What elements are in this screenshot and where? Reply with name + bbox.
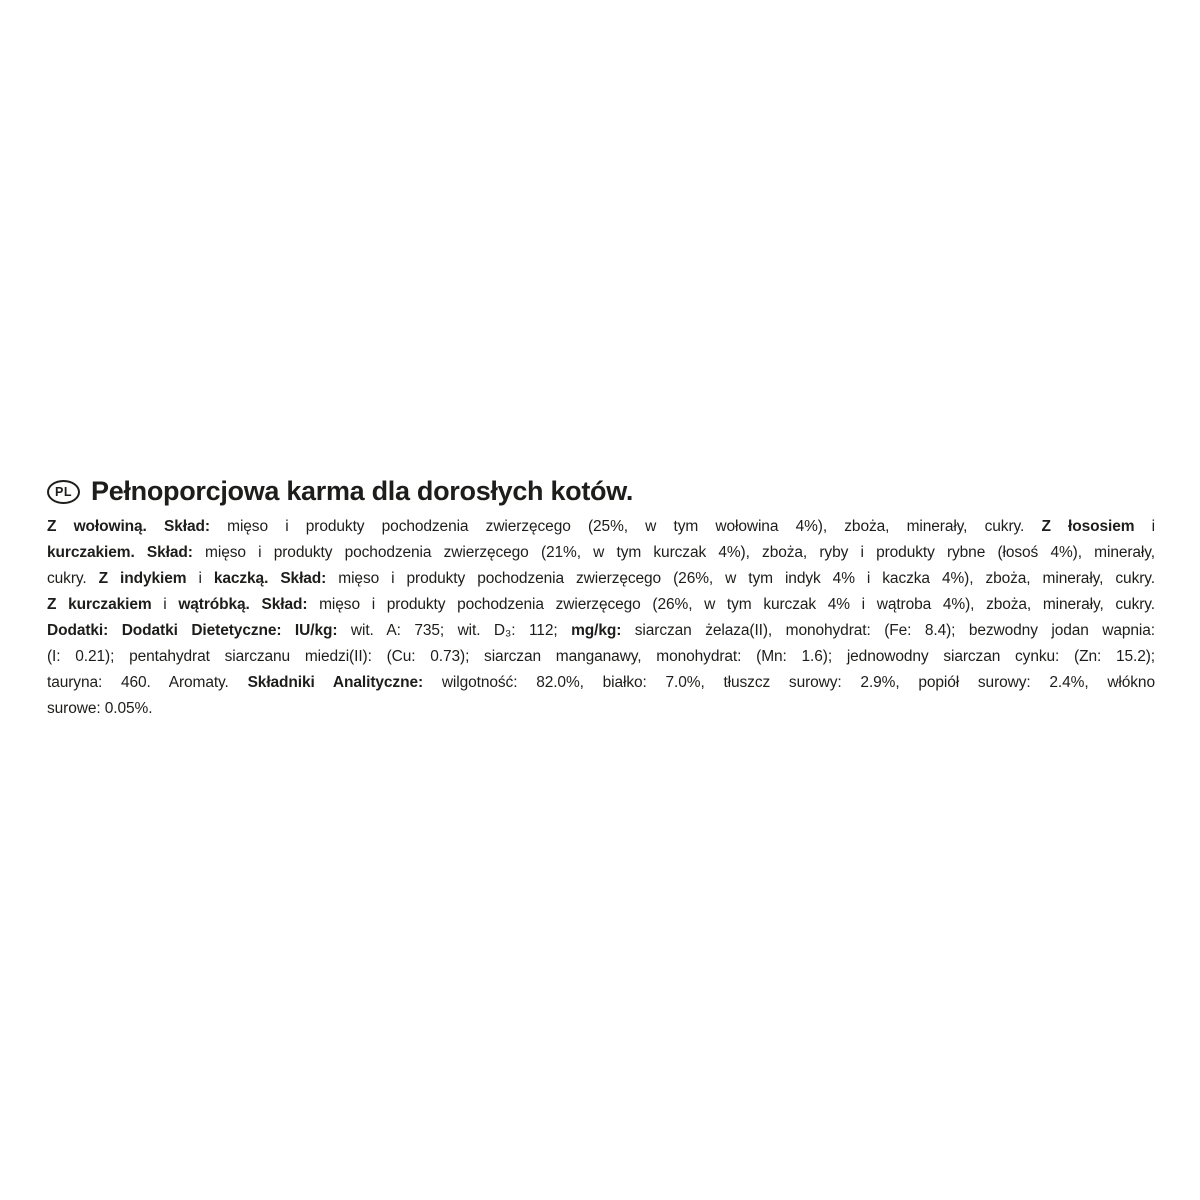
label-panel — [47, 476, 1155, 722]
label-line — [47, 592, 1155, 618]
label-segment: i — [186, 570, 214, 587]
label-segment: i — [151, 596, 179, 613]
label-segment: wit. A: 735; wit. D₃: 112; — [337, 622, 572, 639]
label-segment: surowe: 0.05%. — [47, 700, 153, 717]
label-segment: mięso i produkty pochodzenia zwierzęcego (26%, w tym kurczak 4% i wątroba 4%), zboża, minerały, cukry. — [307, 596, 1155, 613]
ingredients-text — [47, 514, 1155, 722]
label-segment: mięso i produkty pochodzenia zwierzęcego (25%, w tym wołowina 4%), zboża, minerały, cukry. — [209, 518, 1042, 535]
label-segment-bold: kaczką. Skład: — [213, 570, 327, 587]
label-line — [47, 540, 1155, 566]
page-title: Pełnoporcjowa karma dla dorosłych kotów. — [91, 476, 634, 506]
label-segment-bold: Z indykiem — [98, 570, 187, 587]
pl-language-badge: PL — [47, 480, 80, 504]
label-segment: cukry. — [47, 570, 99, 587]
label-segment-bold: Dodatki: Dodatki Dietetyczne: IU/kg: — [47, 622, 338, 639]
label-segment: (I: 0.21); pentahydrat siarczanu miedzi(II): (Cu: 0.73); siarczan manganawy, monohydrat: (Mn: 1.6); jednowodny siarczan cynku: (Zn: 15.2); — [47, 648, 1155, 665]
label-line — [47, 644, 1155, 670]
label-header — [47, 476, 1155, 507]
label-segment: mięso i produkty pochodzenia zwierzęcego (26%, w tym indyk 4% i kaczka 4%), zboża, minerały, cukry. — [326, 570, 1155, 587]
label-segment: wilgotność: 82.0%, białko: 7.0%, tłuszcz surowy: 2.9%, popiół surowy: 2.4%, włókno — [423, 674, 1155, 691]
label-segment: tauryna: 460. Aromaty. — [47, 674, 248, 691]
label-segment-bold: Z łososiem — [1041, 518, 1135, 535]
label-segment-bold: kurczakiem. Skład: — [47, 544, 193, 561]
label-segment-bold: Składniki Analityczne: — [247, 674, 424, 691]
label-segment: siarczan żelaza(II), monohydrat: (Fe: 8.4); bezwodny jodan wapnia: — [621, 622, 1155, 639]
label-line — [47, 696, 1155, 722]
label-segment-bold: Z wołowiną. Skład: — [47, 518, 210, 535]
label-segment-bold: Z kurczakiem — [47, 596, 152, 613]
label-line — [47, 618, 1155, 644]
label-line — [47, 514, 1155, 540]
label-line — [47, 670, 1155, 696]
label-segment: i — [1134, 518, 1156, 535]
label-segment: mięso i produkty pochodzenia zwierzęcego (21%, w tym kurczak 4%), zboża, ryby i produkty rybne (łosoś 4%), minerały, — [192, 544, 1155, 561]
label-segment-bold: mg/kg: — [571, 622, 622, 639]
label-segment-bold: wątróbką. Skład: — [178, 596, 308, 613]
label-line — [47, 566, 1155, 592]
